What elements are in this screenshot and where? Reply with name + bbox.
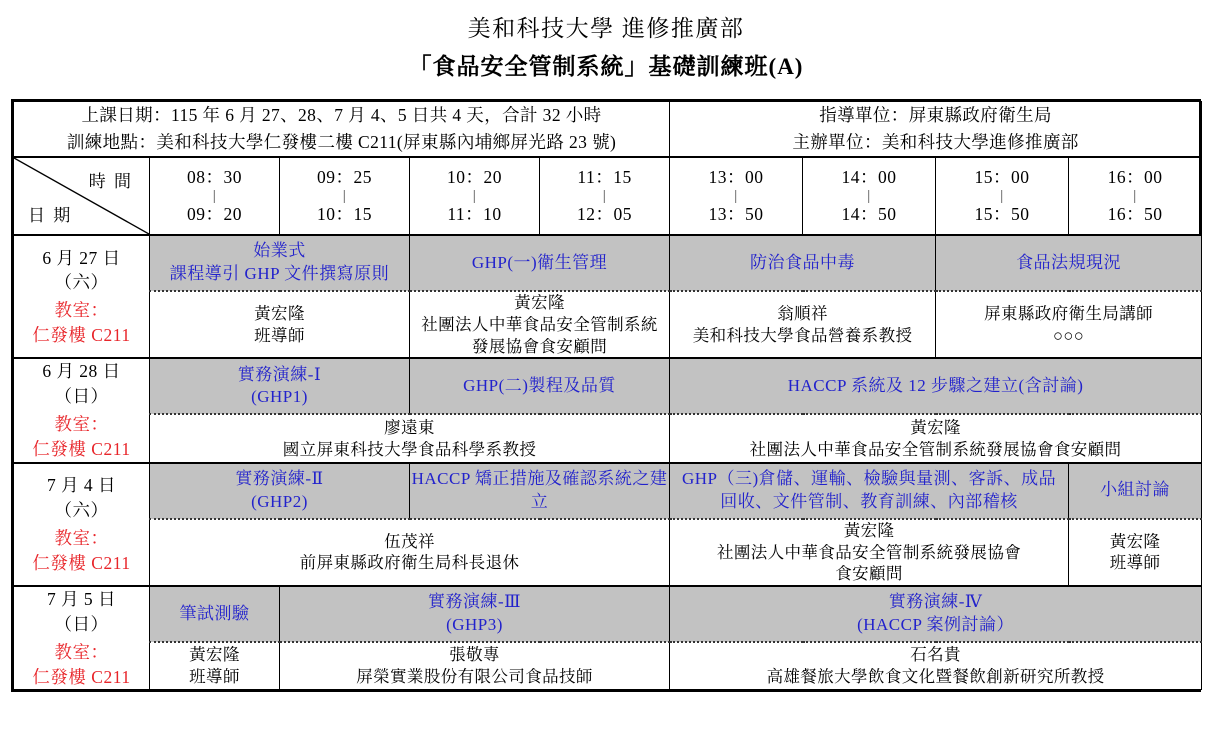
time-slot-6 xyxy=(803,157,936,235)
day-weekday: （日） xyxy=(54,386,109,407)
subject-code: (GHP2) xyxy=(251,491,308,511)
day-4-subject-row xyxy=(14,586,1202,642)
day-3-subject-row xyxy=(14,463,1202,519)
time-slot-separator: | xyxy=(1000,187,1004,204)
subject-title: HACCP 矯正措施及確認系統之建立 xyxy=(411,469,668,511)
info-right-cell xyxy=(670,101,1202,157)
day-2-lecturer-2 xyxy=(670,414,1202,462)
time-slot-start: 08：30 xyxy=(187,167,242,188)
day-room-label: 教室： xyxy=(54,527,109,548)
day-room: 仁發樓 C211 xyxy=(32,666,131,687)
day-weekday: （六） xyxy=(54,500,109,521)
lecturer-org: 屏榮實業股份有限公司食品技師 xyxy=(356,667,593,687)
lecturer-name: 伍茂祥 xyxy=(384,531,435,551)
lecturer-org: ○○○ xyxy=(1053,325,1085,345)
time-slot-start: 09：25 xyxy=(317,167,372,188)
lecturer-org: 班導師 xyxy=(1109,553,1161,573)
subject-title: 始業式 xyxy=(253,241,306,261)
time-slot-end: 12：05 xyxy=(577,204,633,225)
subject-title: HACCP 系統及 12 步驟之建立(含討論) xyxy=(787,376,1084,395)
day-date: 7 月 4 日 xyxy=(46,475,117,496)
corner-header-cell xyxy=(14,157,150,235)
subject-title: 防治食品中毒 xyxy=(750,252,856,272)
time-slot-start: 10：20 xyxy=(447,167,502,188)
subject-title: GHP(二)製程及品質 xyxy=(463,376,616,395)
subject-title: GHP（三)倉儲、運輸、檢驗與量測、客訴、成品 xyxy=(681,469,1057,488)
day-2-lecturer-1 xyxy=(150,414,670,462)
subject-title: 實務演練-Ⅱ xyxy=(235,469,324,488)
lecturer-org: 社團法人中華食品安全管制系統 xyxy=(421,314,658,334)
day-3-subject-3 xyxy=(670,463,1069,519)
subject-subtitle: 課程導引 GHP 文件撰寫原則 xyxy=(169,264,390,284)
day-2-subject-2 xyxy=(410,358,670,414)
day-4-subject-1 xyxy=(150,586,280,642)
lecturer-org: 美和科技大學食品營養系教授 xyxy=(692,325,913,345)
day-1-lecturer-row xyxy=(14,291,1202,358)
day-2-label-cell xyxy=(14,358,150,462)
lecturer-org: 社團法人中華食品安全管制系統發展協會 xyxy=(716,542,1022,562)
time-slot-separator: | xyxy=(212,187,217,204)
day-date: 6 月 28 日 xyxy=(42,361,121,382)
day-1-subject-1 xyxy=(150,235,410,291)
day-1-subject-row xyxy=(14,235,1202,291)
schedule-table-wrap xyxy=(11,99,1201,693)
organizing-unit: 主辦單位：美和科技大學進修推廣部 xyxy=(792,131,1079,152)
supervising-unit: 指導單位：屏東縣政府衛生局 xyxy=(819,104,1052,125)
time-slot-separator: | xyxy=(734,187,738,204)
day-weekday: （日） xyxy=(54,613,109,634)
day-1-lecturer-1 xyxy=(150,291,410,358)
time-slot-start: 13：00 xyxy=(708,167,764,188)
time-slot-start: 16：00 xyxy=(1107,167,1163,188)
time-slot-3 xyxy=(410,157,540,235)
lecturer-org-line2: 發展協會食安顧問 xyxy=(471,336,608,356)
day-4-lecturer-row xyxy=(14,642,1202,690)
lecturer-name: 屏東縣政府衛生局講師 xyxy=(984,303,1154,323)
day-2-subject-3 xyxy=(670,358,1202,414)
lecturer-org: 高雄餐旅大學飲食文化暨餐飲創新研究所教授 xyxy=(766,667,1105,687)
time-slot-7 xyxy=(936,157,1069,235)
time-slot-8 xyxy=(1069,157,1202,235)
lecturer-name: 黃宏隆 xyxy=(910,417,961,437)
subject-code: (GHP3) xyxy=(446,615,503,635)
course-dates: 上課日期：115 年 6 月 27、28、7 月 4、5 日共 4 天，合計 32 小時 xyxy=(81,104,602,125)
day-weekday: （六） xyxy=(54,272,109,293)
lecturer-name: 黃宏隆 xyxy=(254,303,305,323)
title-block xyxy=(0,0,1212,85)
subject-title: 食品法規現況 xyxy=(1016,252,1122,272)
day-4-subject-3 xyxy=(670,586,1202,642)
day-1-subject-4 xyxy=(936,235,1202,291)
day-1-subject-3 xyxy=(670,235,936,291)
day-4-lecturer-2 xyxy=(280,642,670,690)
time-slot-separator: | xyxy=(342,187,347,204)
day-1-label-cell xyxy=(14,235,150,358)
lecturer-name: 廖遠東 xyxy=(384,417,435,437)
day-date: 6 月 27 日 xyxy=(42,247,121,268)
time-slot-separator: | xyxy=(867,187,871,204)
time-slot-start: 14：00 xyxy=(841,167,897,188)
time-slot-end: 11：10 xyxy=(447,204,502,225)
day-4-subject-2 xyxy=(280,586,670,642)
time-slot-end: 10：15 xyxy=(317,204,372,225)
course-location: 訓練地點：美和科技大學仁發樓二樓 C211(屏東縣內埔鄉屏光路 23 號) xyxy=(66,131,617,152)
time-slot-separator: | xyxy=(1133,187,1137,204)
lecturer-name: 黃宏隆 xyxy=(1109,531,1161,551)
subject-title: GHP(一)衛生管理 xyxy=(471,252,608,272)
lecturer-name: 黃宏隆 xyxy=(189,645,240,665)
time-slot-start: 15：00 xyxy=(974,167,1030,188)
time-slot-separator: | xyxy=(472,187,477,204)
time-slot-end: 09：20 xyxy=(187,204,242,225)
day-4-lecturer-3 xyxy=(670,642,1202,690)
subject-title: 小組討論 xyxy=(1100,480,1171,500)
day-4-lecturer-1 xyxy=(150,642,280,690)
lecturer-org: 國立屏東科技大學食品科學系教授 xyxy=(282,439,537,459)
day-room-label: 教室： xyxy=(54,641,109,662)
organization-title: 美和科技大學 進修推廣部 xyxy=(467,16,745,41)
day-3-subject-1 xyxy=(150,463,410,519)
day-3-subject-2 xyxy=(410,463,670,519)
lecturer-org: 班導師 xyxy=(254,325,305,345)
subject-code: (HACCP 案例討論） xyxy=(857,615,1015,635)
date-axis-label: 日 期 xyxy=(28,206,73,226)
lecturer-name: 翁順祥 xyxy=(777,303,828,323)
day-room-label: 教室： xyxy=(54,414,109,435)
day-2-subject-row xyxy=(14,358,1202,414)
time-slot-start: 11：15 xyxy=(577,167,632,188)
day-3-lecturer-3 xyxy=(1069,519,1202,586)
time-axis-label: 時 間 xyxy=(88,172,133,192)
day-1-lecturer-4 xyxy=(936,291,1202,358)
info-left-cell xyxy=(14,101,670,157)
course-title: 「食品安全管制系統」基礎訓練班(A) xyxy=(408,54,804,80)
day-date: 7 月 5 日 xyxy=(46,589,117,610)
time-slot-4 xyxy=(540,157,670,235)
day-1-lecturer-2 xyxy=(410,291,670,358)
subject-title: 筆試測驗 xyxy=(179,603,250,623)
day-3-subject-4 xyxy=(1069,463,1202,519)
lecturer-org-line2: 食安顧問 xyxy=(835,564,903,584)
time-slot-separator: | xyxy=(602,187,607,204)
lecturer-name: 黃宏隆 xyxy=(514,293,565,313)
day-2-lecturer-row xyxy=(14,414,1202,462)
day-3-lecturer-1 xyxy=(150,519,670,586)
day-3-label-cell xyxy=(14,463,150,586)
schedule-table xyxy=(13,101,1202,691)
info-header-row xyxy=(14,101,1202,157)
subject-code: (GHP1) xyxy=(251,387,308,407)
day-3-lecturer-row xyxy=(14,519,1202,586)
time-slot-2 xyxy=(280,157,410,235)
day-3-lecturer-2 xyxy=(670,519,1069,586)
time-slot-end: 13：50 xyxy=(708,204,764,225)
day-4-label-cell xyxy=(14,586,150,690)
lecturer-org: 班導師 xyxy=(189,667,240,687)
day-2-subject-1 xyxy=(150,358,410,414)
subject-title: 實務演練-Ⅳ xyxy=(888,592,983,612)
subject-title: 實務演練-Ⅰ xyxy=(237,364,322,384)
lecturer-org: 前屏東縣政府衛生局科長退休 xyxy=(299,553,520,573)
lecturer-name: 張敬專 xyxy=(449,645,500,665)
lecturer-name: 石名貴 xyxy=(910,645,961,665)
lecturer-org: 社團法人中華食品安全管制系統發展協會食安顧問 xyxy=(749,439,1122,459)
time-slot-end: 14：50 xyxy=(841,204,897,225)
day-room: 仁發樓 C211 xyxy=(32,552,131,573)
subject-title: 實務演練-Ⅲ xyxy=(427,592,522,612)
lecturer-name: 黃宏隆 xyxy=(843,520,895,540)
day-1-subject-2 xyxy=(410,235,670,291)
time-slot-5 xyxy=(670,157,803,235)
subject-title-line2: 回收、文件管制、教育訓練、內部稽核 xyxy=(720,491,1018,511)
time-header-row xyxy=(14,157,1202,235)
time-slot-end: 16：50 xyxy=(1107,204,1163,225)
time-slot-end: 15：50 xyxy=(974,204,1030,225)
day-room: 仁發樓 C211 xyxy=(32,438,131,459)
day-room-label: 教室： xyxy=(54,300,109,321)
time-slot-1 xyxy=(150,157,280,235)
day-room: 仁發樓 C211 xyxy=(32,325,131,346)
day-1-lecturer-3 xyxy=(670,291,936,358)
